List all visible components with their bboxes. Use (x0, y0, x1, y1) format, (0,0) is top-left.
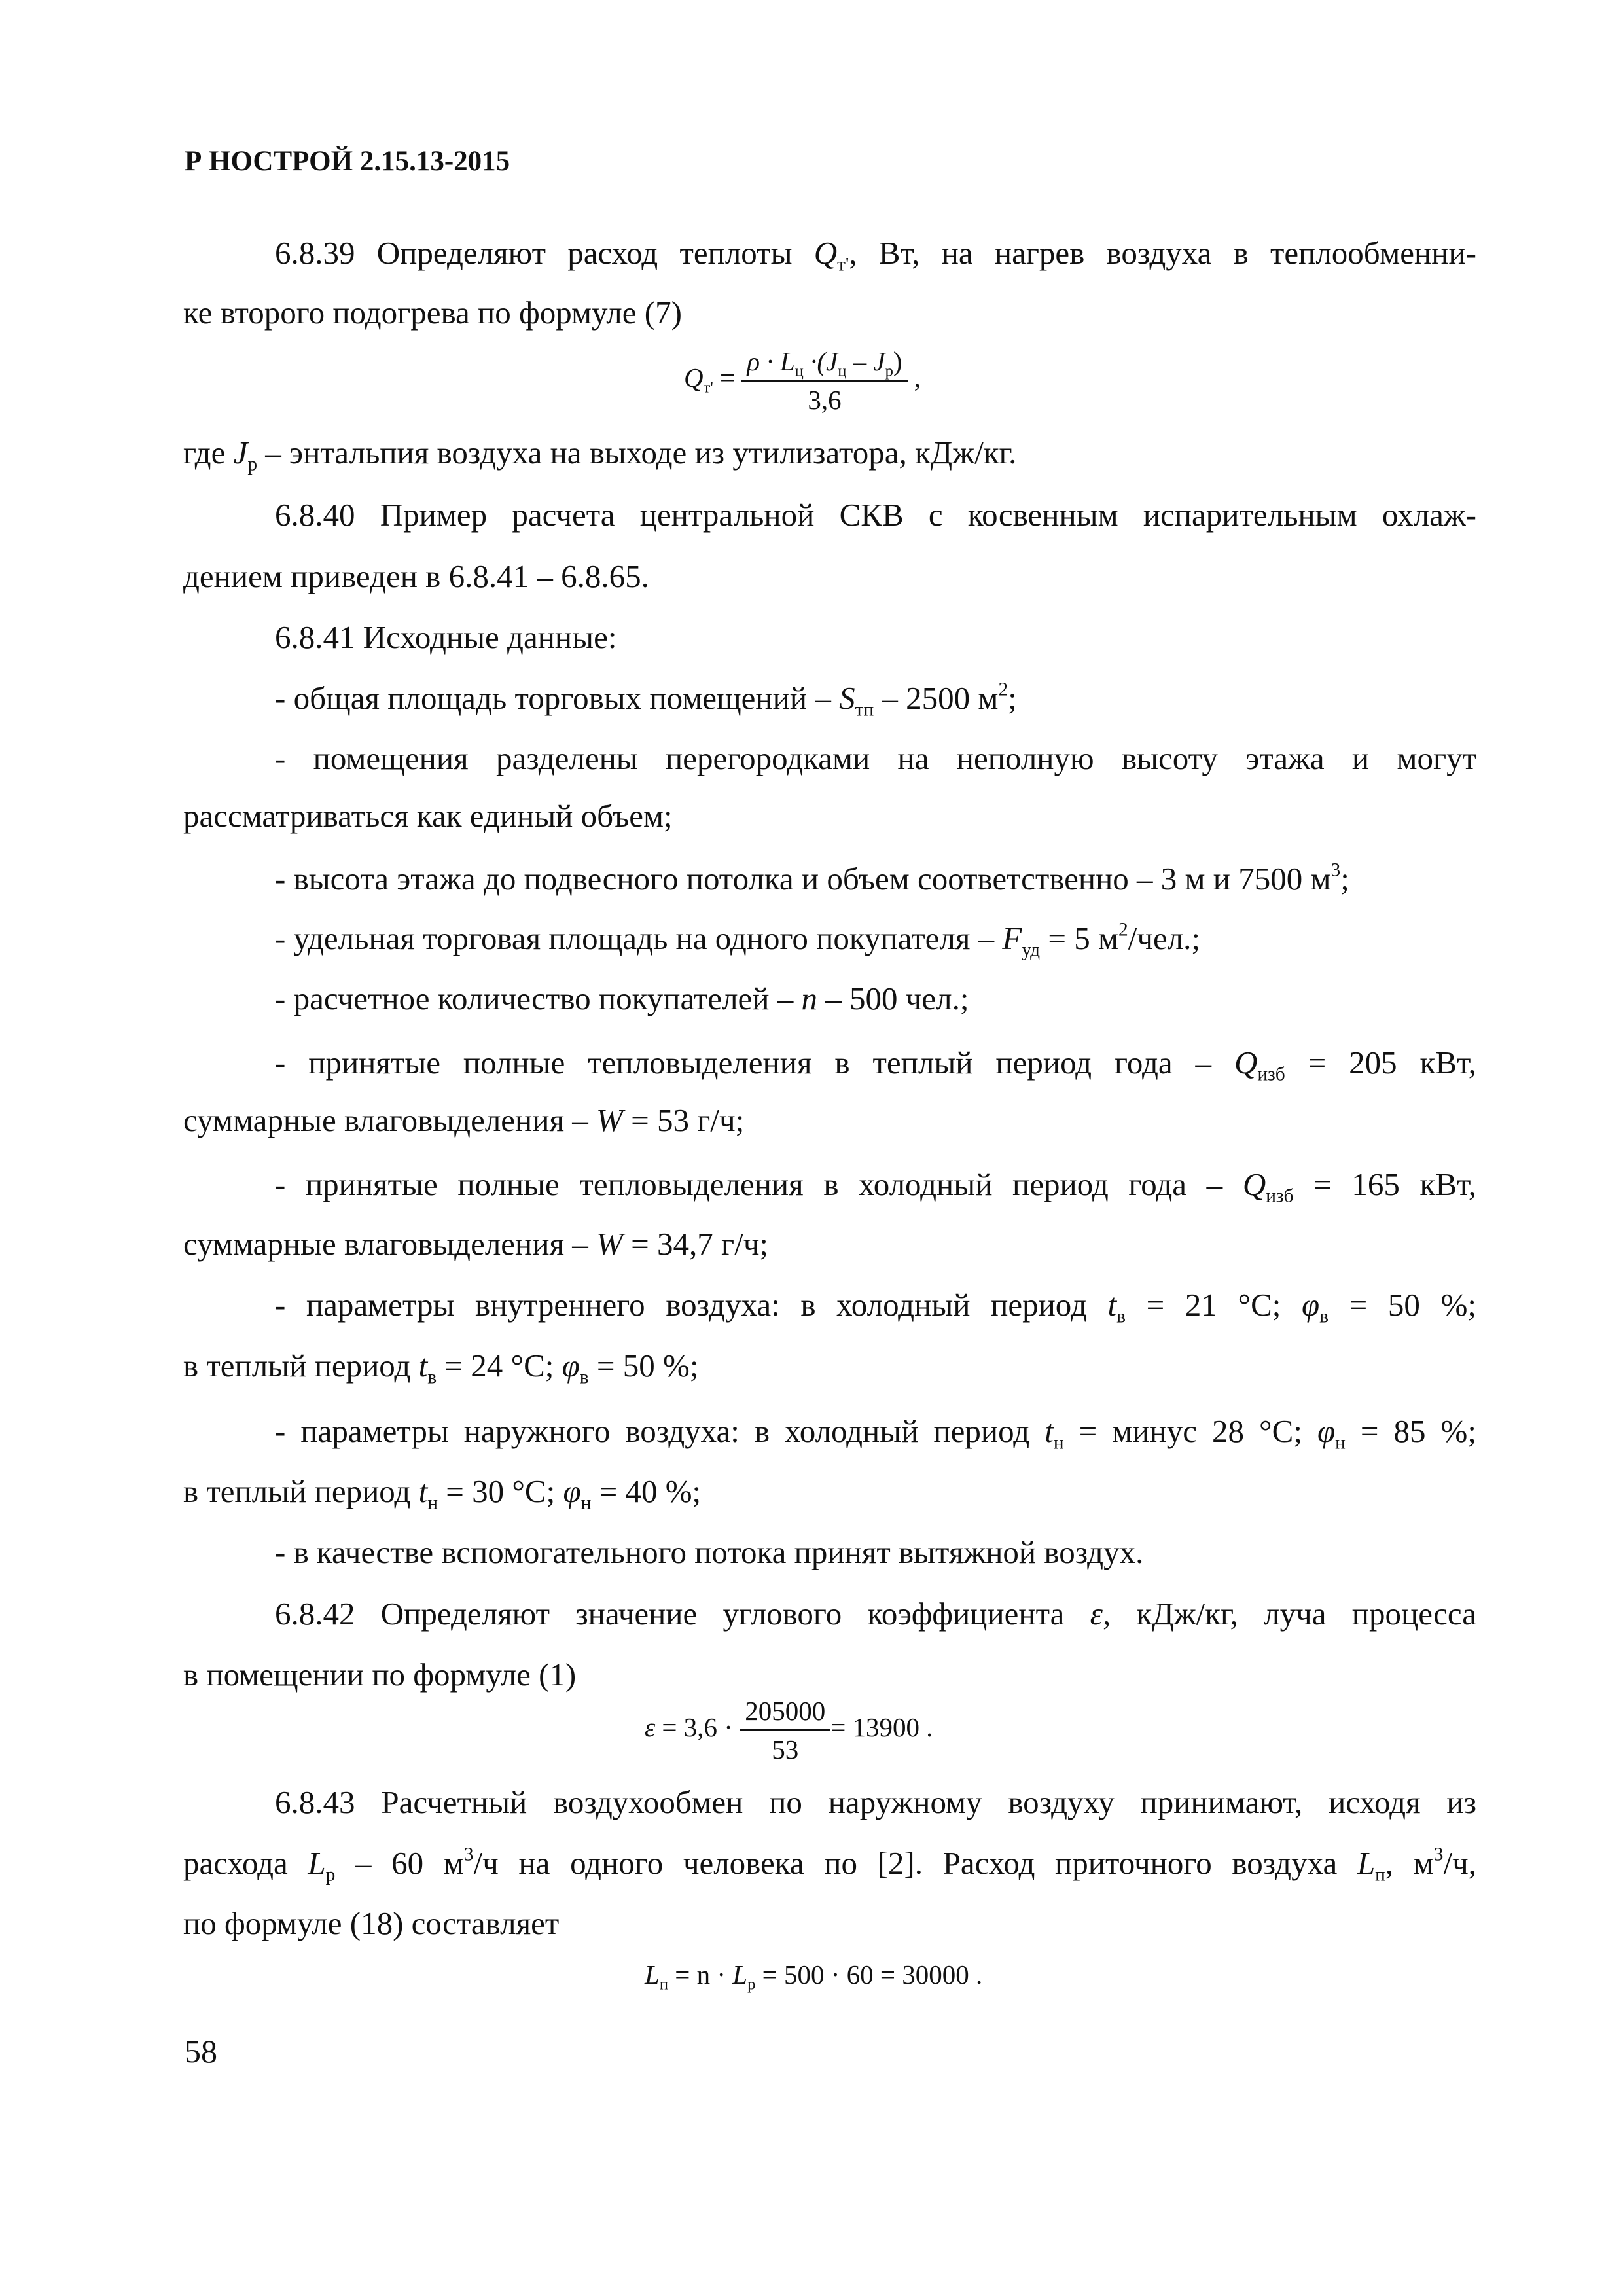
paragraph-line: 6.8.39 Определяют расход теплоты $Q_{т'}$, Вт, на нагрев воздуха в теплообменни- (275, 235, 1476, 276)
list-item: суммарные влаговыделения – W = 34,7 г/ч; (183, 1226, 768, 1262)
list-item: в теплый период $t_н = 30$ °С; $\varphi_н = 40$ %; (183, 1473, 702, 1514)
paragraph-line: ке второго подогрева по формуле (7) (183, 295, 682, 331)
list-item: рассматриваться как единый объем; (183, 798, 673, 834)
paragraph-line: дением приведен в 6.8.41 – 6.8.65. (183, 558, 649, 594)
list-item: - расчетное количество покупателей – n – 500 чел.; (275, 980, 969, 1016)
list-item: - в качестве вспомогательного потока принят вытяжной воздух. (275, 1534, 1144, 1570)
formula-1: ε = 3,6 · $\frac{205000}{53}$ = 13900 . (645, 1696, 933, 1765)
paragraph-line: 6.8.41 Исходные данные: (275, 619, 617, 655)
formula-7: $Q_{т'}$ = $\frac{\rho \cdot L_ц \cdot(J_ц - J_р)}{3,6}$ , (684, 346, 921, 415)
list-item: - параметры внутреннего воздуха: в холодный период $t_в = 21$ °С; $\varphi_в = 50$ %; (275, 1287, 1476, 1327)
page-number: 58 (185, 2033, 217, 2070)
paragraph-line: где $J_р$ – энтальпия воздуха на выходе из утилизатора, кДж/кг. (183, 435, 1017, 475)
document-header: Р НОСТРОЙ 2.15.13-2015 (185, 146, 510, 177)
list-item: - параметры наружного воздуха: в холодный период $t_н$ = минус 28 °С; $\varphi_н = 85$ %; (275, 1413, 1476, 1454)
paragraph-line: расхода $L_р - 60$ $м^3/ч$ на одного человека по [2]. Расход приточного воздуха $L_п$, $м^3/ч$, (183, 1844, 1476, 1886)
list-item: - высота этажа до подвесного потолка и объем соответственно – 3 м и 7500 $м^3$; (275, 859, 1349, 897)
paragraph-line: в помещении по формуле (1) (183, 1657, 577, 1693)
list-item: - общая площадь торговых помещений – $S_{тп} - 2500$ $м^2$; (275, 679, 1017, 721)
list-item: - принятые полные тепловыделения в теплый период года – $Q_{изб} = 205$ кВт, (275, 1045, 1476, 1085)
list-item: суммарные влаговыделения – W = 53 г/ч; (183, 1102, 745, 1138)
paragraph-line: 6.8.43 Расчетный воздухообмен по наружному воздуху принимают, исходя из (275, 1784, 1476, 1820)
list-item: - принятые полные тепловыделения в холодный период года – $Q_{изб} = 165$ кВт, (275, 1166, 1477, 1207)
paragraph-line: 6.8.40 Пример расчета центральной СКВ с косвенным испарительным охлаж- (275, 497, 1476, 533)
list-item: - удельная торговая площадь на одного покупателя – $F_{уд} = 5$ $м^2$/чел.; (275, 919, 1201, 961)
paragraph-line: по формуле (18) составляет (183, 1905, 560, 1941)
formula-18: $L_п = n \cdot L_р = 500 \cdot 60 = 30000$ . (645, 1960, 983, 1994)
paragraph-line: 6.8.42 Определяют значение углового коэффициента ε, кДж/кг, луча процесса (275, 1596, 1477, 1632)
list-item: - помещения разделены перегородками на неполную высоту этажа и могут (275, 740, 1476, 776)
list-item: в теплый период $t_в = 24$ °С; $\varphi_в = 50$ %; (183, 1348, 699, 1388)
